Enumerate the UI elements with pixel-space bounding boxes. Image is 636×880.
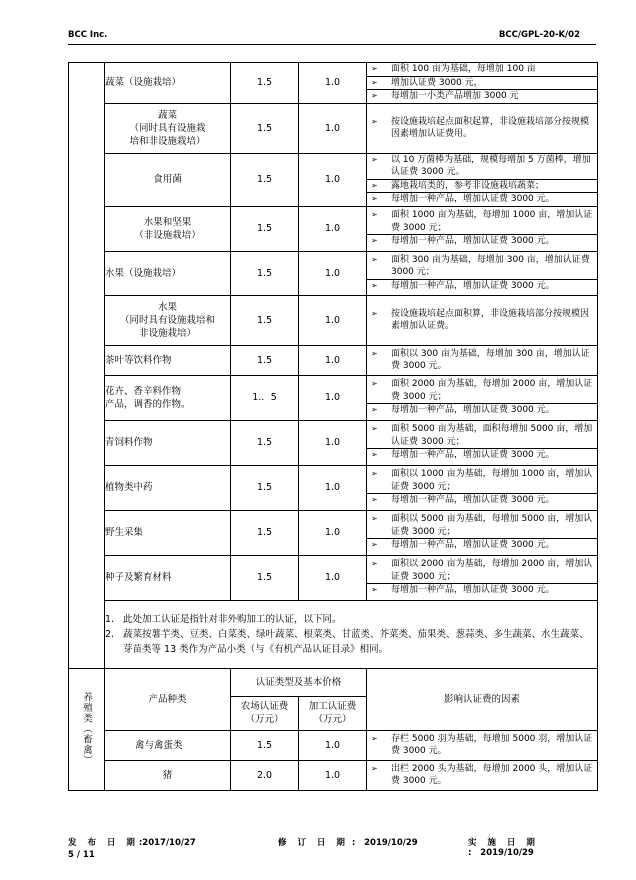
table-row [69,295,598,345]
arrow-bullet-icon: ➢ [371,210,378,220]
issue-date-label: 发 布 日 期 [68,838,139,848]
processing-fee: 1.0 [299,420,367,465]
table-row [69,63,598,104]
factor-text: 增加认证费 3000 元， [391,77,483,88]
factor-bullet [367,90,597,103]
factor-text: 面积以 1000 亩为基础，每增加 1000 亩，增加认证费 3000 元； [391,469,593,492]
factors-cell [367,63,598,104]
farm-fee: 1.5 [231,206,299,251]
arrow-bullet-icon: ➢ [371,379,378,389]
livestock-category-cell [69,668,105,790]
table-row [69,345,598,375]
farm-fee: 1.5 [231,555,299,600]
factor-bullet [367,193,597,206]
farm-fee: 1.5 [231,465,299,510]
processing-fee: 1.0 [299,465,367,510]
factor-bullet [367,209,597,235]
factor-text: 以 10 万菌棒为基础，规模每增加 5 万菌棒，增加认证费 3000 元。 [391,154,591,177]
factor-text: 每增加一种产品，增加认证费 3000 元。 [391,585,555,596]
farm-fee: 1.5 [231,251,299,295]
factors-cell [367,345,598,375]
factor-bullet [367,235,597,248]
factor-text: 每增加一种产品，增加认证费 3000 元。 [391,540,555,551]
factor-text: 按设施栽培起点面积起算，非设施栽培部分按规模因素增加认证费用。 [391,116,590,139]
table-row [69,251,598,295]
category-cell [69,63,105,669]
processing-fee: 1.0 [299,206,367,251]
note-text: 蔬菜按薯芋类、豆类、白菜类、绿叶蔬菜、根菜类、甘蓝类、芥菜类、茄果类、葱蒜类、多生蔬菜、水生蔬菜、芽苗类等 13 类作为产品小类（与《有机产品认证目录》相同。 [123,628,589,655]
arrow-bullet-icon: ➢ [371,77,378,87]
note-number: 2. [105,628,115,640]
product-name-line: 青饲料作物 [105,437,153,448]
factor-bullet [367,154,597,180]
factor-text: 每增加一种产品，增加认证费 3000 元。 [391,495,555,506]
table-row [69,375,598,420]
factor-bullet [367,378,597,404]
product-name [105,63,231,104]
processing-fee: 1.0 [299,375,367,420]
farm-fee: 1.5 [231,103,299,153]
product-name [105,251,231,295]
factor-text: 按设施栽培起点面积算，非设施栽培部分按规模因素增加认证费。 [391,308,590,331]
header-cert-type: 认证类型及基本价格 [231,668,367,696]
product-name-line: 水果 [157,301,177,313]
factors-cell [367,465,598,510]
header-factors: 影响认证费的因素 [367,668,598,730]
table-row [69,760,598,790]
product-name [105,206,231,251]
factor-bullet [367,308,597,333]
factor-bullet [367,116,597,141]
page-number: 5 / 11 [68,850,95,860]
factor-bullet [367,77,597,91]
factors-cell [367,153,598,206]
product-name [105,295,231,345]
factor-bullet [367,280,597,293]
product-name-line: 水果（设施栽培） [105,267,182,279]
farm-fee: 2.0 [231,760,299,790]
factor-text: 面积以 300 亩为基础，每增加 300 亩，增加认证费 3000 元。 [391,348,590,371]
product-name: 禽与禽蛋类 [105,730,231,760]
product-name-line: 蔬菜 [157,109,177,121]
factor-text: 每增加一种产品，增加认证费 3000 元。 [391,405,555,416]
factor-bullet [367,254,597,280]
note-item [105,627,597,657]
product-name-line: 花卉、香辛料作物 [105,385,182,397]
note-number: 1. [105,613,115,625]
product-name [105,555,231,600]
table-row [69,730,598,760]
notes-row [69,600,598,668]
product-name-line: 食用菌 [153,174,182,185]
factor-bullet [367,468,597,494]
arrow-bullet-icon: ➢ [371,194,378,203]
arrow-bullet-icon: ➢ [371,154,378,164]
farm-fee: 1.5 [231,63,299,104]
table-row [69,465,598,510]
factors-cell [367,760,598,790]
arrow-bullet-icon: ➢ [371,236,378,246]
livestock-category: 养殖类（畜禽） [81,692,92,766]
factors-cell [367,555,598,600]
processing-fee: 1.0 [299,295,367,345]
arrow-bullet-icon: ➢ [371,585,378,595]
arrow-bullet-icon: ➢ [371,559,378,569]
factors-cell [367,420,598,465]
product-name [105,420,231,465]
product-name [105,103,231,153]
factor-text: 面积 5000 亩为基础，面积每增加 5000 亩，增加认证费 3000 元； [391,424,593,447]
product-name [105,153,231,206]
factor-bullet [367,404,597,417]
factor-text: 面积 1000 亩为基础，每增加 1000 亩，增加认证费 3000 元； [391,210,593,233]
product-name-line: （同时具有设施栽培和 [119,314,215,326]
processing-fee: 1.0 [299,730,367,760]
arrow-bullet-icon: ➢ [371,348,378,358]
processing-fee: 1.0 [299,103,367,153]
processing-fee: 1.0 [299,510,367,555]
impl-date: 2019/10/29 [480,848,534,858]
revise-date-label: 修 订 日 期 [278,838,349,848]
note-text: 此处加工认证是指针对非外购加工的认证，以下同。 [123,613,342,625]
factor-text: 每增加一种产品，增加认证费 3000 元。 [391,450,555,461]
factor-bullet [367,558,597,584]
farm-fee: 1.5 [231,420,299,465]
revise-date: 2019/10/29 [364,838,418,848]
product-name [105,345,231,375]
table-row [69,206,598,251]
farm-fee: 1.5 [231,510,299,555]
product-name [105,465,231,510]
product-name-line: 种子及繁育材料 [105,572,172,583]
product-name-line: 野生采集 [105,527,144,538]
arrow-bullet-icon: ➢ [371,280,378,290]
document-code: BCC/GPL-20-K/02 [498,30,580,40]
factor-text: 面积以 5000 亩为基础，每增加 5000 亩，增加认证费 3000 元； [391,514,593,537]
factor-bullet [367,63,597,77]
product-name-line: 产品，调香的作物。 [105,398,191,410]
arrow-bullet-icon: ➢ [371,540,378,550]
arrow-bullet-icon: ➢ [371,180,378,190]
arrow-bullet-icon: ➢ [371,405,378,415]
factors-cell [367,103,598,153]
product-name: 猪 [105,760,231,790]
arrow-bullet-icon: ➢ [371,495,378,505]
impl-date-label: 实 施 日 期 [468,838,539,848]
factor-bullet [367,539,597,552]
factor-text: 每增加一种产品，增加认证费 3000 元。 [391,280,555,291]
product-name [105,510,231,555]
processing-fee: 1.0 [299,760,367,790]
product-name-line: （非设施栽培） [134,229,201,241]
arrow-bullet-icon: ➢ [371,469,378,479]
issue-date: :2017/10/27 [138,838,196,848]
table-row [69,103,598,153]
factor-text: 每增加一种产品，增加认证费 3000 元。 [391,194,555,204]
arrow-bullet-icon: ➢ [371,91,378,100]
product-name-line: 水果和坚果 [143,216,192,228]
factor-bullet [367,584,597,597]
header-farm-fee [231,696,299,730]
company-name: BCC Inc. [68,30,108,40]
processing-fee: 1.0 [299,251,367,295]
arrow-bullet-icon: ➢ [371,514,378,524]
product-name-line: （同时具有设施栽 [129,122,206,134]
factor-text: 出栏 2000 头为基础，每增加 2000 头，增加认证费 3000 元。 [391,763,593,786]
product-name [105,375,231,420]
factor-bullet [367,513,597,539]
header-product-type: 产品种类 [105,668,231,730]
arrow-bullet-icon: ➢ [371,733,378,743]
product-name-line: 非设施栽培） [138,327,196,339]
factors-cell [367,295,598,345]
product-name-line: 蔬菜（设施栽培） [105,77,182,89]
header-line: 加工认证费 [308,701,357,712]
factors-cell [367,251,598,295]
processing-fee: 1.0 [299,153,367,206]
product-name-line: 植物类中药 [105,482,153,493]
arrow-bullet-icon: ➢ [371,763,378,773]
note-item [105,612,597,627]
factor-bullet [367,494,597,507]
factor-text: 面积 300 亩为基础，每增加 300 亩，增加认证费 3000 元； [391,254,590,278]
fee-table [68,62,598,791]
arrow-bullet-icon: ➢ [371,450,378,460]
factors-cell [367,375,598,420]
processing-fee: 1.0 [299,555,367,600]
factor-bullet [367,449,597,462]
arrow-bullet-icon: ➢ [371,64,378,73]
arrow-bullet-icon: ➢ [371,424,378,434]
arrow-bullet-icon: ➢ [371,116,378,126]
arrow-bullet-icon: ➢ [371,308,378,318]
factor-text: 每增加一种产品，增加认证费 3000 元。 [391,236,555,247]
table-row [69,510,598,555]
factors-cell [367,730,598,760]
header-line: （万元） [245,714,284,725]
factor-bullet [367,763,597,788]
processing-fee: 1.0 [299,63,367,104]
farm-fee: 1.5 [231,153,299,206]
header-rule [68,44,596,45]
factor-bullet [367,423,597,449]
factor-bullet [367,348,597,373]
factor-text: 面积以 2000 亩为基础，每增加 2000 亩，增加认证费 3000 元； [391,559,593,582]
header-processing-fee [299,696,367,730]
arrow-bullet-icon: ➢ [371,254,378,264]
factor-text: 面积 100 亩为基础，每增加 100 亩 [391,64,536,74]
farm-fee: 1.5 [231,730,299,760]
table-row [69,555,598,600]
factors-cell [367,206,598,251]
farm-fee: 1.5 [231,295,299,345]
livestock-header-row [69,668,598,696]
product-name-line: 培和非设施栽培） [129,135,206,147]
processing-fee: 1.0 [299,345,367,375]
factor-text: 每增加一小类产品增加 3000 元 [391,91,519,101]
product-name-line: 茶叶等饮料作物 [105,354,172,366]
factor-bullet [367,180,597,194]
factor-bullet [367,733,597,758]
factor-text: 存栏 5000 羽为基础，每增加 5000 羽，增加认证费 3000 元。 [391,733,593,756]
header-line: 农场认证费 [240,701,289,712]
table-row [69,420,598,465]
table-row [69,153,598,206]
notes-cell [105,600,598,668]
farm-fee: 1.．5 [231,375,299,420]
header-line: （万元） [313,714,352,725]
farm-fee: 1.5 [231,345,299,375]
factor-text: 面积 2000 亩为基础，每增加 2000 亩，增加认证费 3000 元； [391,379,593,402]
factor-text: 露地栽培类的，参考非设施栽培蔬菜； [391,180,545,191]
factors-cell [367,510,598,555]
